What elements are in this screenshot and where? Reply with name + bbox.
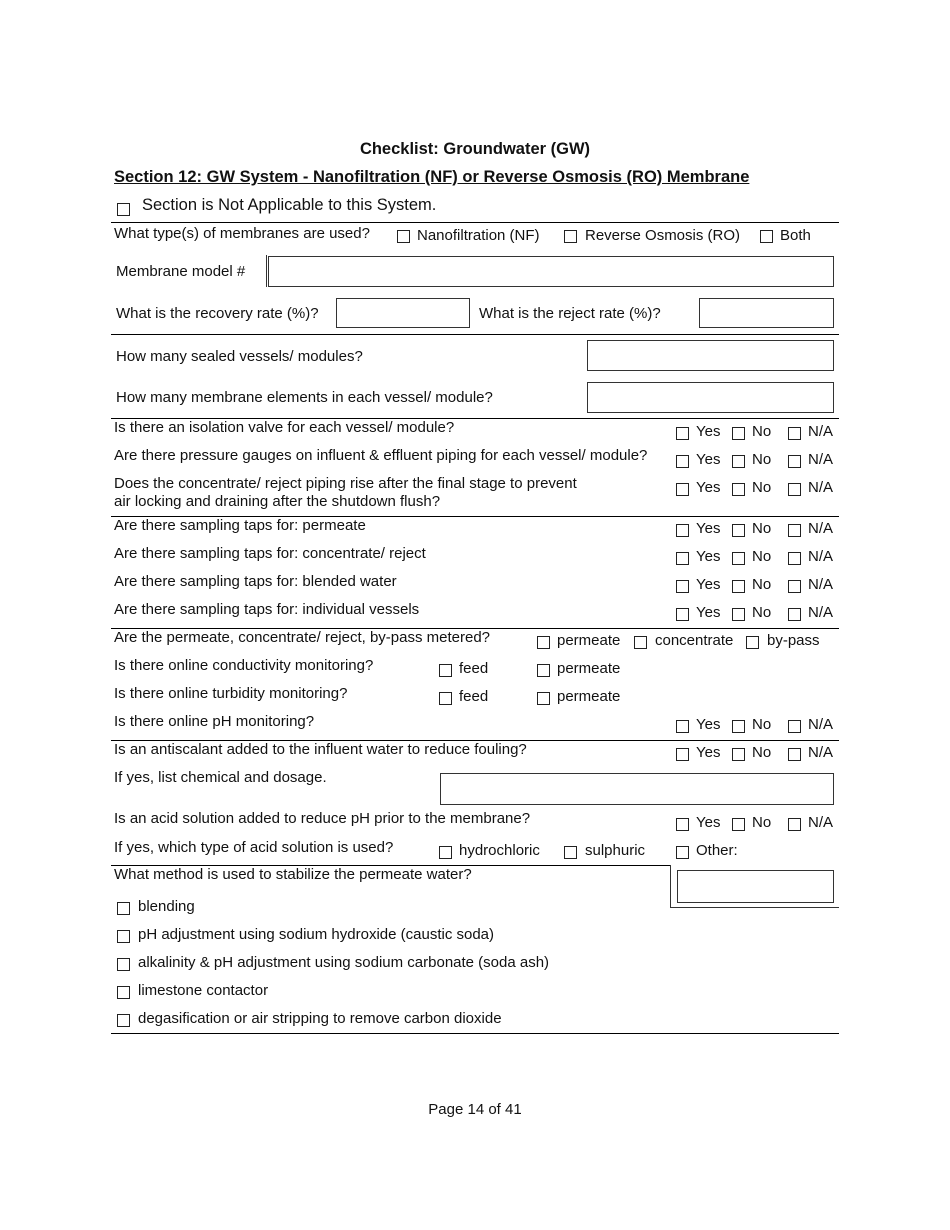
acid-yes-checkbox[interactable] [676, 818, 689, 831]
divider [111, 334, 839, 335]
yes-label: Yes [696, 451, 721, 468]
method-blending-label: blending [138, 898, 195, 915]
vessels-count-field[interactable] [587, 340, 834, 371]
question-antiscalant: Is an antiscalant added to the influent water to reduce fouling? [114, 741, 527, 758]
tap-blended-yes-checkbox[interactable] [676, 580, 689, 593]
concentrate-label: concentrate [655, 632, 734, 649]
method-caustic-label: pH adjustment using sodium hydroxide (caustic soda) [138, 926, 495, 943]
riser-yes-checkbox[interactable] [676, 483, 689, 496]
no-label: No [752, 548, 772, 565]
conductivity-feed-checkbox[interactable] [439, 664, 452, 677]
question-tap-concentrate: Are there sampling taps for: concentrate/ reject [114, 545, 426, 562]
method-degas-label: degasification or air stripping to remove carbon dioxide [138, 1010, 502, 1027]
tap-permeate-yes-checkbox[interactable] [676, 524, 689, 537]
not-applicable-checkbox[interactable] [117, 203, 130, 216]
na-label: N/A [808, 451, 834, 468]
nf-label: Nanofiltration (NF) [417, 227, 540, 244]
elements-label: How many membrane elements in each vessel/ module? [116, 389, 493, 406]
yes-label: Yes [696, 423, 721, 440]
elements-count-field[interactable] [587, 382, 834, 413]
turbidity-feed-checkbox[interactable] [439, 692, 452, 705]
antiscalant-no-checkbox[interactable] [732, 748, 745, 761]
tap-permeate-no-checkbox[interactable] [732, 524, 745, 537]
no-label: No [752, 479, 772, 496]
tap-individual-na-checkbox[interactable] [788, 608, 801, 621]
ro-checkbox[interactable] [564, 230, 577, 243]
no-label: No [752, 604, 772, 621]
metered-permeate-checkbox[interactable] [537, 636, 550, 649]
conductivity-permeate-checkbox[interactable] [537, 664, 550, 677]
ro-label: Reverse Osmosis (RO) [585, 227, 741, 244]
other-label: Other: [696, 842, 738, 859]
other-acid-field[interactable] [677, 870, 834, 903]
isolation-na-checkbox[interactable] [788, 427, 801, 440]
method-limestone-checkbox[interactable] [117, 986, 130, 999]
bypass-label: by-pass [767, 632, 820, 649]
na-label: N/A [808, 744, 834, 761]
gauges-no-checkbox[interactable] [732, 455, 745, 468]
membrane-model-field[interactable] [268, 256, 834, 287]
na-label: N/A [808, 423, 834, 440]
ph-na-checkbox[interactable] [788, 720, 801, 733]
yes-label: Yes [696, 604, 721, 621]
na-label: N/A [808, 520, 834, 537]
method-degas-checkbox[interactable] [117, 1014, 130, 1027]
no-label: No [752, 744, 772, 761]
recovery-label: What is the recovery rate (%)? [116, 305, 319, 322]
question-riser-line2: air locking and draining after the shutdown flush? [114, 493, 441, 510]
tap-individual-no-checkbox[interactable] [732, 608, 745, 621]
not-applicable-label: Section is Not Applicable to this System. [142, 196, 437, 214]
question-tap-permeate: Are there sampling taps for: permeate [114, 517, 366, 534]
turbidity-permeate-checkbox[interactable] [537, 692, 550, 705]
vessels-label: How many sealed vessels/ modules? [116, 348, 363, 365]
gauges-na-checkbox[interactable] [788, 455, 801, 468]
no-label: No [752, 451, 772, 468]
isolation-yes-checkbox[interactable] [676, 427, 689, 440]
hydrochloric-label: hydrochloric [459, 842, 540, 859]
page-number: Page 14 of 41 [428, 1101, 522, 1118]
divider [111, 1033, 839, 1034]
na-label: N/A [808, 716, 834, 733]
tap-permeate-na-checkbox[interactable] [788, 524, 801, 537]
riser-no-checkbox[interactable] [732, 483, 745, 496]
na-label: N/A [808, 814, 834, 831]
yes-label: Yes [696, 548, 721, 565]
question-ph: Is there online pH monitoring? [114, 713, 315, 730]
nf-checkbox[interactable] [397, 230, 410, 243]
acid-no-checkbox[interactable] [732, 818, 745, 831]
no-label: No [752, 423, 772, 440]
page-title: Checklist: Groundwater (GW) [359, 140, 591, 158]
tap-concentrate-na-checkbox[interactable] [788, 552, 801, 565]
na-label: N/A [808, 604, 834, 621]
tap-concentrate-no-checkbox[interactable] [732, 552, 745, 565]
method-caustic-checkbox[interactable] [117, 930, 130, 943]
divider [670, 907, 839, 908]
method-soda-ash-checkbox[interactable] [117, 958, 130, 971]
question-acid-type: If yes, which type of acid solution is used? [114, 839, 394, 856]
metered-concentrate-checkbox[interactable] [634, 636, 647, 649]
question-tap-blended: Are there sampling taps for: blended water [114, 573, 397, 590]
question-metered: Are the permeate, concentrate/ reject, by-pass metered? [114, 629, 491, 646]
tap-individual-yes-checkbox[interactable] [676, 608, 689, 621]
acid-na-checkbox[interactable] [788, 818, 801, 831]
tap-blended-no-checkbox[interactable] [732, 580, 745, 593]
reject-rate-field[interactable] [699, 298, 834, 328]
feed-label: feed [459, 660, 489, 677]
no-label: No [752, 814, 772, 831]
permeate-label: permeate [557, 660, 621, 677]
tap-concentrate-yes-checkbox[interactable] [676, 552, 689, 565]
question-isolation: Is there an isolation valve for each vessel/ module? [114, 419, 455, 436]
question-stabilize: What method is used to stabilize the permeate water? [114, 866, 472, 883]
divider [266, 255, 267, 287]
gauges-yes-checkbox[interactable] [676, 455, 689, 468]
section-heading: Section 12: GW System - Nanofiltration (NF) or Reverse Osmosis (RO) Membrane [114, 168, 750, 186]
question-riser-line1: Does the concentrate/ reject piping rise after the final stage to prevent [114, 475, 577, 492]
recovery-rate-field[interactable] [336, 298, 470, 328]
ph-no-checkbox[interactable] [732, 720, 745, 733]
list-chemical-label: If yes, list chemical and dosage. [114, 769, 327, 786]
sulphuric-label: sulphuric [585, 842, 646, 859]
reject-label: What is the reject rate (%)? [479, 305, 661, 322]
no-label: No [752, 576, 772, 593]
riser-na-checkbox[interactable] [788, 483, 801, 496]
question-gauges: Are there pressure gauges on influent & effluent piping for each vessel/ module? [114, 447, 648, 464]
hydrochloric-checkbox[interactable] [439, 846, 452, 859]
question-membrane-types: What type(s) of membranes are used? [114, 225, 370, 242]
question-tap-individual: Are there sampling taps for: individual vessels [114, 601, 420, 618]
no-label: No [752, 716, 772, 733]
sulphuric-checkbox[interactable] [564, 846, 577, 859]
no-label: No [752, 520, 772, 537]
na-label: N/A [808, 548, 834, 565]
yes-label: Yes [696, 814, 721, 831]
yes-label: Yes [696, 479, 721, 496]
na-label: N/A [808, 576, 834, 593]
chemical-dosage-field[interactable] [440, 773, 834, 805]
feed-label: feed [459, 688, 489, 705]
yes-label: Yes [696, 520, 721, 537]
other-acid-checkbox[interactable] [676, 846, 689, 859]
method-blending-checkbox[interactable] [117, 902, 130, 915]
method-limestone-label: limestone contactor [138, 982, 269, 999]
isolation-no-checkbox[interactable] [732, 427, 745, 440]
model-label: Membrane model # [116, 263, 246, 280]
permeate-label: permeate [557, 632, 621, 649]
antiscalant-yes-checkbox[interactable] [676, 748, 689, 761]
divider [111, 222, 839, 223]
yes-label: Yes [696, 744, 721, 761]
na-label: N/A [808, 479, 834, 496]
question-turbidity: Is there online turbidity monitoring? [114, 685, 348, 702]
permeate-label: permeate [557, 688, 621, 705]
both-label: Both [780, 227, 811, 244]
both-checkbox[interactable] [760, 230, 773, 243]
antiscalant-na-checkbox[interactable] [788, 748, 801, 761]
yes-label: Yes [696, 576, 721, 593]
yes-label: Yes [696, 716, 721, 733]
question-acid: Is an acid solution added to reduce pH prior to the membrane? [114, 810, 531, 827]
tap-blended-na-checkbox[interactable] [788, 580, 801, 593]
ph-yes-checkbox[interactable] [676, 720, 689, 733]
question-conductivity: Is there online conductivity monitoring? [114, 657, 374, 674]
divider [670, 865, 671, 908]
metered-bypass-checkbox[interactable] [746, 636, 759, 649]
method-soda-ash-label: alkalinity & pH adjustment using sodium carbonate (soda ash) [138, 954, 550, 971]
